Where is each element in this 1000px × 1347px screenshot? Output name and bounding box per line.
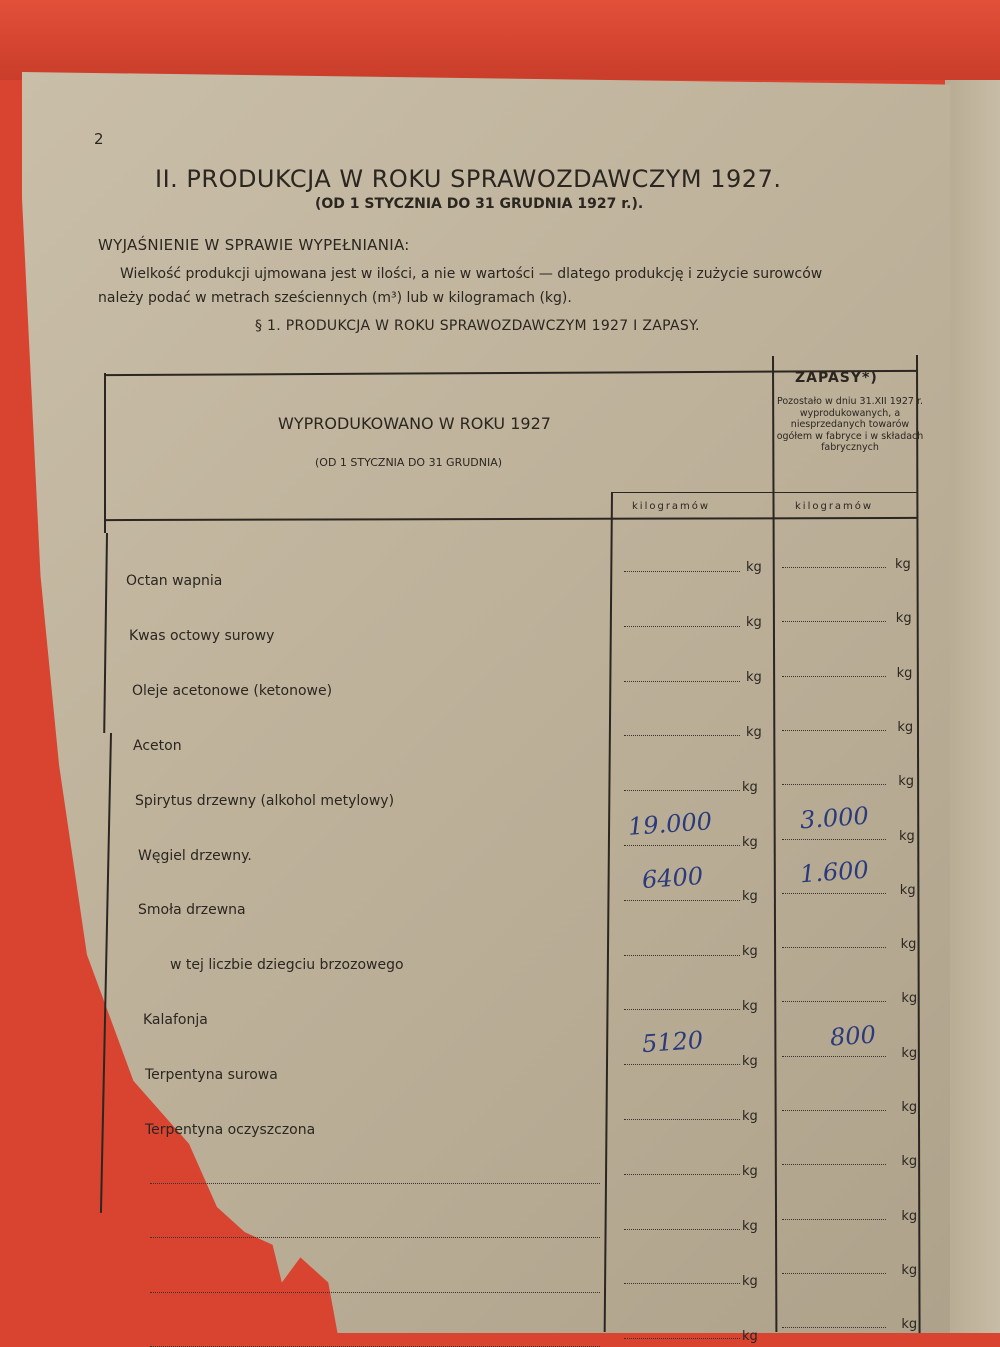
kg-unit: kg <box>742 944 758 960</box>
produced-value: 5120 <box>641 1025 704 1058</box>
produced-field-line <box>624 1283 740 1284</box>
kg-unit: kg <box>742 1328 758 1344</box>
kg-unit: kg <box>746 669 762 685</box>
produced-field-line <box>624 1064 740 1065</box>
kg-unit: kg <box>900 937 917 953</box>
produced-field-line <box>624 571 740 572</box>
explanation-line-1: Wielkość produkcji ujmowana jest w ilości, a nie w wartości — dlatego produkcję i zużycie surowców <box>120 266 823 282</box>
explanation-heading: WYJAŚNIENIE W SPRAWIE WYPEŁNIANIA: <box>98 236 410 254</box>
stock-value: 1.600 <box>799 855 870 889</box>
kg-unit: kg <box>898 774 914 790</box>
explanation-line-2: należy podać w metrach sześciennych (m³) lub w kilogramach (kg). <box>98 290 572 306</box>
row-label: Kalafonja <box>143 1012 208 1029</box>
produced-field-line <box>624 626 740 627</box>
kg-unit: kg <box>901 1100 918 1115</box>
produced-field-line <box>624 681 740 682</box>
kg-unit: kg <box>899 828 915 844</box>
produced-field-line <box>624 845 740 846</box>
kg-unit: kg <box>742 889 758 905</box>
kg-unit: kg <box>901 1208 918 1224</box>
produced-field-line <box>624 1338 740 1339</box>
kg-unit: kg <box>742 779 758 795</box>
stock-field-line <box>782 893 886 894</box>
stock-header: ZAPASY*) <box>795 370 878 386</box>
stock-field-line <box>782 1056 886 1057</box>
kg-unit: kg <box>742 1109 758 1124</box>
produced-value: 6400 <box>641 861 704 895</box>
kg-unit: kg <box>896 665 913 681</box>
unit-header-stock: kilogramów <box>795 501 874 512</box>
page-title: II. PRODUKCJA W ROKU SPRAWOZDAWCZYM 1927. <box>155 165 782 193</box>
kg-unit: kg <box>742 1218 758 1234</box>
kg-unit: kg <box>895 611 912 627</box>
row-label: Octan wapnia <box>126 573 223 589</box>
row-label: Kwas octowy surowy <box>129 627 275 644</box>
stock-value: 800 <box>829 1019 877 1052</box>
produced-field-line <box>624 790 740 791</box>
row-label: Smoła drzewna <box>138 902 246 919</box>
stock-field-line <box>782 730 886 731</box>
produced-subheader: (OD 1 STYCZNIA DO 31 GRUDNIA) <box>315 456 503 469</box>
kg-unit: kg <box>901 1262 918 1278</box>
page-number: 2 <box>94 130 104 148</box>
kg-unit: kg <box>742 834 758 850</box>
kg-unit: kg <box>899 882 916 898</box>
row-label-blank <box>150 1292 600 1293</box>
row-label: Terpentyna oczyszczona <box>145 1122 316 1138</box>
unit-header-produced: kilogramów <box>632 501 711 512</box>
produced-field-line <box>624 1229 740 1230</box>
stock-field-line <box>782 1219 886 1220</box>
kg-unit: kg <box>742 999 758 1015</box>
stock-field-line <box>782 621 886 622</box>
kg-unit: kg <box>901 1317 918 1333</box>
row-label-blank <box>150 1237 600 1238</box>
produced-field-line <box>624 1119 740 1120</box>
stock-field-line <box>782 1110 886 1111</box>
stock-field-line <box>782 1273 886 1274</box>
stock-field-line <box>782 1001 886 1002</box>
row-label: Oleje acetonowe (ketonowe) <box>132 682 333 699</box>
stock-field-line <box>782 676 886 677</box>
produced-field-line <box>624 900 740 901</box>
kg-unit: kg <box>895 557 911 572</box>
background-surface <box>0 0 1000 80</box>
adjacent-page <box>945 80 1000 1333</box>
stock-field-line <box>782 567 886 568</box>
kg-unit: kg <box>742 1163 758 1179</box>
row-label: w tej liczbie dziegciu brzozowego <box>170 957 404 974</box>
unit-row-top <box>611 492 917 493</box>
kg-unit: kg <box>901 1154 918 1170</box>
row-label: Węgiel drzewny. <box>138 847 252 864</box>
row-label: Terpentyna surowa <box>145 1067 278 1084</box>
page-subtitle: (OD 1 STYCZNIA DO 31 GRUDNIA 1927 r.). <box>315 196 644 212</box>
produced-value: 19.000 <box>627 806 713 841</box>
stock-description: Pozostało w dniu 31.XII 1927 r. wyprodukowanych, a niesprzedanych towarów ogółem w fabryce i w składach fabrycznych <box>776 396 924 453</box>
kg-unit: kg <box>897 719 914 735</box>
row-label: Spirytus drzewny (alkohol metylowy) <box>135 792 395 809</box>
produced-header: WYPRODUKOWANO W ROKU 1927 <box>278 414 551 433</box>
section-title: § 1. PRODUKCJA W ROKU SPRAWOZDAWCZYM 1927 I ZAPASY. <box>255 318 700 334</box>
stock-field-line <box>782 947 886 948</box>
stock-field-line <box>782 1164 886 1165</box>
produced-field-line <box>624 1009 740 1010</box>
stock-value: 3.000 <box>799 801 870 834</box>
stock-field-line <box>782 1327 886 1328</box>
produced-field-line <box>624 735 740 736</box>
kg-unit: kg <box>742 1273 758 1289</box>
stock-field-line <box>782 784 886 785</box>
document-page <box>22 72 950 1333</box>
kg-unit: kg <box>746 560 762 575</box>
row-label: Aceton <box>133 737 182 754</box>
kg-unit: kg <box>742 1054 758 1070</box>
kg-unit: kg <box>746 724 762 740</box>
produced-field-line <box>624 955 740 956</box>
produced-field-line <box>624 1174 740 1175</box>
row-label-blank <box>150 1183 600 1184</box>
kg-unit: kg <box>901 1045 918 1061</box>
stock-field-line <box>782 839 886 840</box>
kg-unit: kg <box>901 991 918 1007</box>
kg-unit: kg <box>746 614 762 630</box>
table-left-border <box>104 373 106 533</box>
